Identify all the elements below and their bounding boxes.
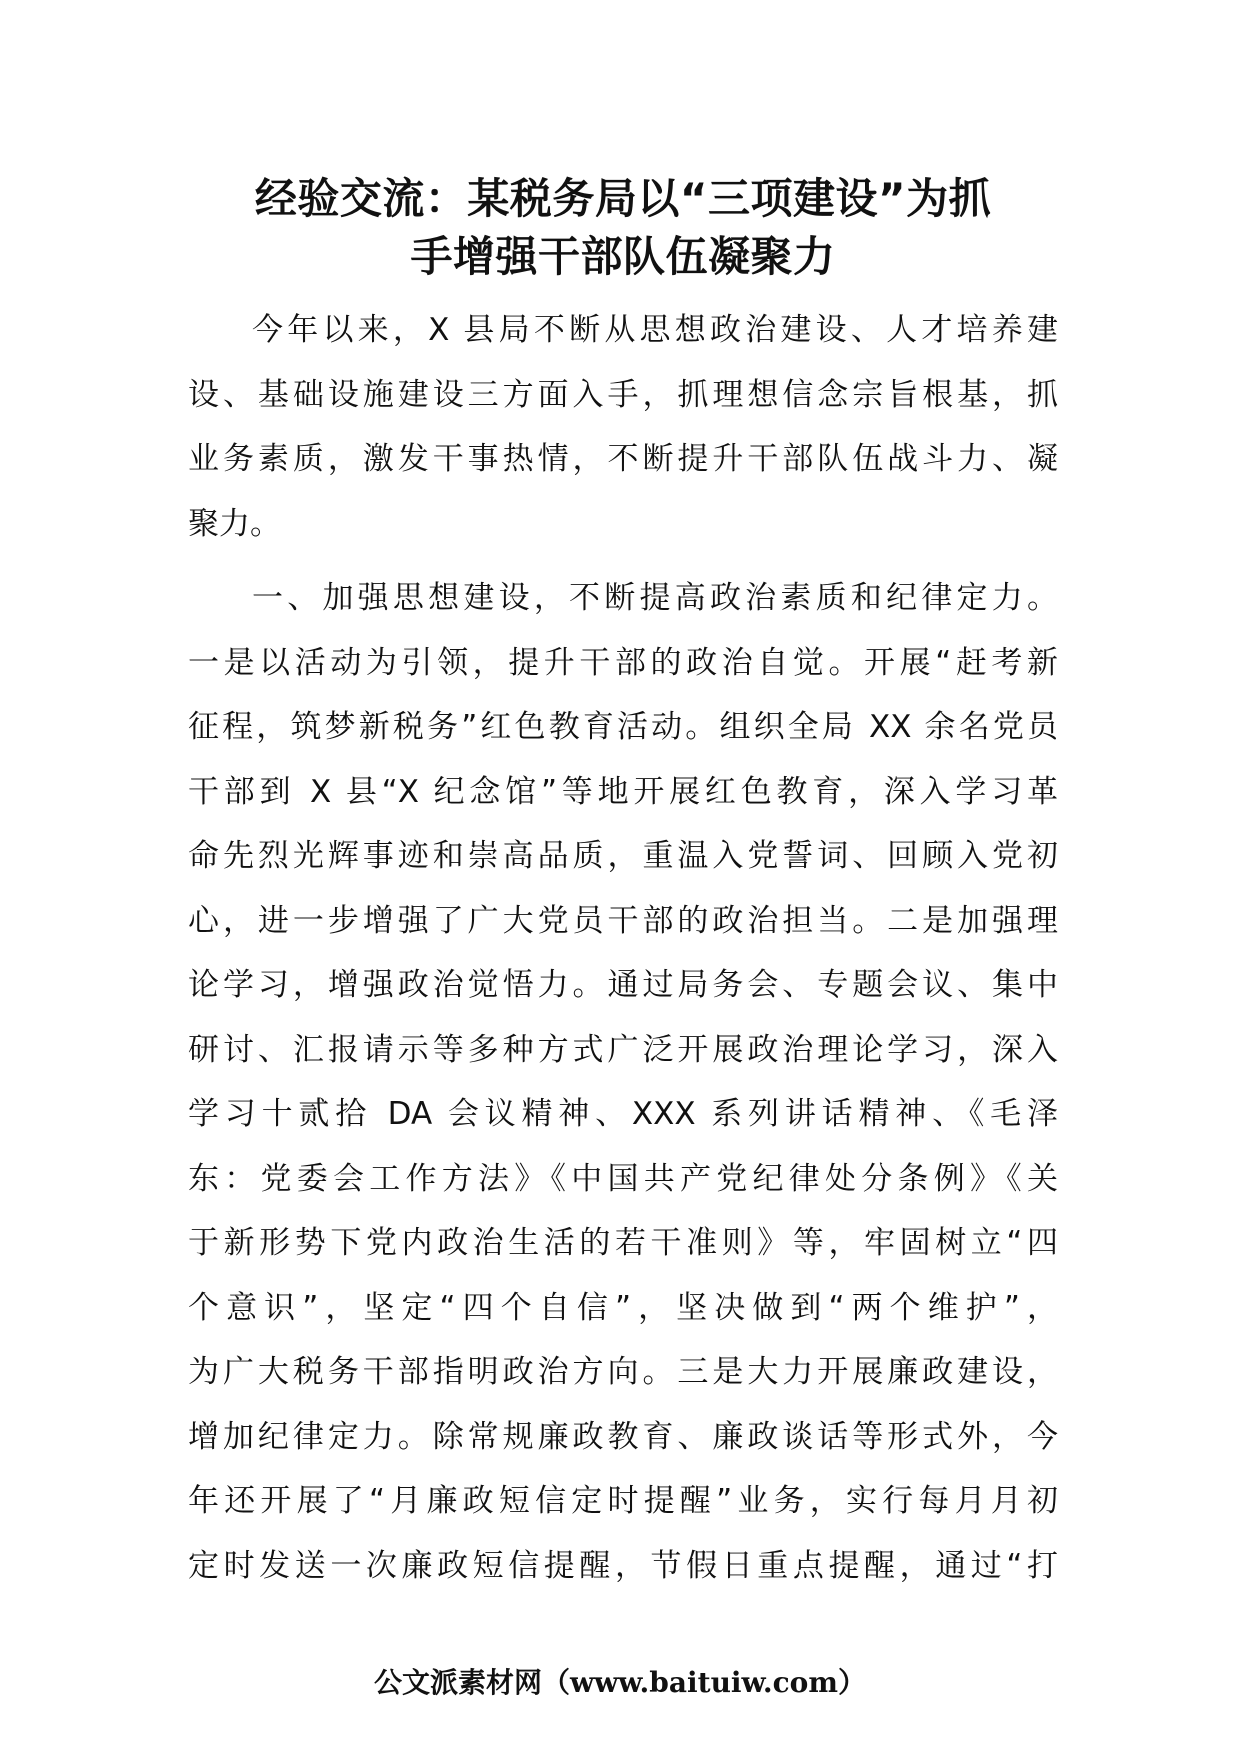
section-heading-line: 一、加强思想建设，不断提高政治素质和纪律定力。: [252, 580, 1058, 616]
text-line: 命先烈光辉事迹和崇高品质，重温入党誓词、回顾入党初: [188, 838, 1058, 874]
paragraph-section-one: [188, 566, 1058, 1598]
text-line: 今年以来，X 县局不断从思想政治建设、人才培养建: [252, 312, 1058, 348]
paragraph-spacer: [188, 556, 1058, 566]
text-line: 聚力。: [188, 505, 281, 542]
text-line: 定时发送一次廉政短信提醒，节假日重点提醒，通过“打: [188, 1547, 1058, 1584]
paragraph-intro: [188, 298, 1058, 556]
title-line-2: 手增强干部队伍凝聚力: [410, 232, 836, 281]
text-line: 干部到 X 县“X 纪念馆”等地开展红色教育，深入学习革: [188, 773, 1058, 810]
text-line: 设、基础设施建设三方面入手，抓理想信念宗旨根基，抓: [188, 376, 1058, 413]
text-line: 年还开展了“月廉政短信定时提醒”业务，实行每月月初: [188, 1483, 1058, 1519]
document-body: [188, 298, 1058, 1598]
text-line: 增加纪律定力。除常规廉政教育、廉政谈话等形式外，今: [188, 1418, 1058, 1455]
text-line: 个意识”，坚定“四个自信”，坚决做到“两个维护”，: [188, 1289, 1058, 1326]
text-line: 东：党委会工作方法》《中国共产党纪律处分条例》《关: [188, 1160, 1058, 1197]
footer-source: 公文派素材网（www.baituiw.com）: [374, 1666, 866, 1699]
text-line: 于新形势下党内政治生活的若干准则》等，牢固树立“四: [188, 1225, 1058, 1261]
text-line: 论学习，增强政治觉悟力。通过局务会、专题会议、集中: [188, 967, 1058, 1003]
text-line: 征程，筑梦新税务”红色教育活动。组织全局 XX 余名党员: [188, 709, 1058, 745]
text-line: 一是以活动为引领，提升干部的政治自觉。开展“赶考新: [188, 644, 1058, 681]
document-title: [188, 170, 1058, 286]
text-line: 为广大税务干部指明政治方向。三是大力开展廉政建设，: [188, 1354, 1058, 1390]
text-line: 研讨、汇报请示等多种方式广泛开展政治理论学习，深入: [188, 1031, 1058, 1068]
text-line: 业务素质，激发干事热情，不断提升干部队伍战斗力、凝: [188, 441, 1058, 477]
text-line: 学习十贰拾 DA 会议精神、XXX 系列讲话精神、《毛泽: [188, 1096, 1058, 1132]
title-line-1: 经验交流：某税务局以“三项建设”为抓: [254, 174, 992, 223]
text-line: 心，进一步增强了广大党员干部的政治担当。二是加强理: [188, 902, 1058, 939]
